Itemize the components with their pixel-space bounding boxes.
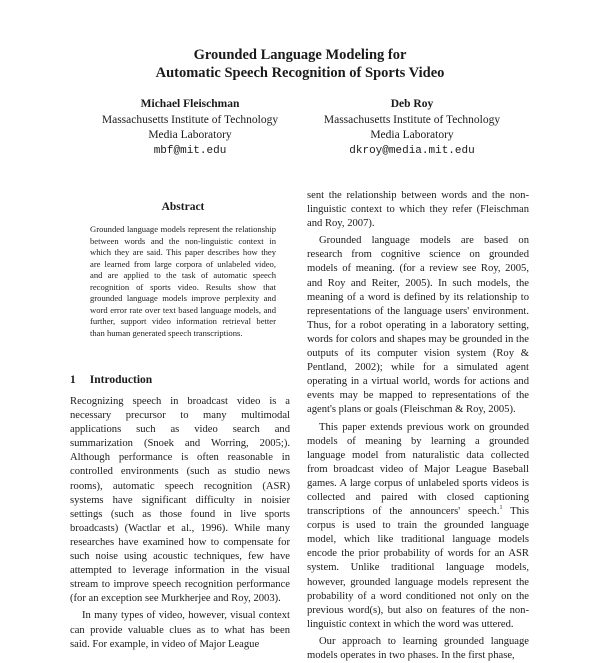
body-paragraph: In many types of video, however, visual context can provide valuable clues as to what has been said. For example, in video of Major League (70, 610, 290, 650)
right-column-body (307, 189, 529, 663)
author-affiliation: Massachusetts Institute of Technology (323, 113, 501, 126)
abstract-paragraph: Grounded language models represent the relationship between words and the non-linguistic context in which they are said. This paper describes how they are learned from large corpora of unlabeled video, and are applied to the task of automatic speech recognition of sports video. Results show that grounded language models improve perplexity and word error rate over text based language models, and further, support video information retrieval better than human generated speech transcriptions. (90, 224, 276, 338)
author-email: dkroy@media.mit.edu (349, 144, 475, 157)
body-text: This corpus is used to train the grounded language model, which like traditional language models encode the prior probability of words for an ASR system. Unlike traditional language models, however, grounded language models represent the probability of a word conditioned not only on the previous word(s), but also on features of the non-linguistic context in which the word was uttered. (307, 506, 529, 630)
abstract-text (90, 224, 276, 339)
section-title: Introduction (89, 374, 153, 386)
author-name: Michael Fleischman (140, 98, 240, 110)
paper-title (0, 46, 600, 82)
footnote-marker: 1 (499, 505, 503, 512)
body-paragraph: Our approach to learning grounded language models operates in two phases. In the first phase, (307, 635, 529, 661)
section-heading-introduction (70, 374, 152, 386)
title-line-1: Grounded Language Modeling for (193, 47, 407, 63)
abstract-heading: Abstract (161, 201, 205, 213)
body-paragraph: Grounded language models are based on research from cognitive science on grounded models of meaning. (for a review see Roy, 2005, and Roy and Reiter, 2005). In such models, the meaning of a word is defined by its relationship to representations of the language users' environment. Thus, for a robot operating in a laboratory setting, words for colors and shapes may be grounded in the outputs of its computer vision system (Roy & Pentland, 2002); while for a simulated agent operating in a virtual world, words for actions and events may be mapped to representations of the agent's plans or goals (Fleischman & Roy, 2005). (307, 235, 529, 416)
body-paragraph: sent the relationship between words and the non-linguistic context to which they refer (Fleischman and Roy, 2007). (307, 190, 529, 230)
author-block-roy (312, 97, 512, 159)
section-number: 1 (70, 374, 76, 386)
author-name: Deb Roy (390, 98, 434, 110)
body-paragraph: Recognizing speech in broadcast video is a necessary precursor to many multimodal applications such as video search and summarization (Snoek and Worring, 2005;). Although performance is often reasonable in controlled environments (such as studio news rooms), automatic speech recognition (ASR) systems have significant difficulty in noisier settings (such as those found in live sports broadcasts) (Wactlar et al., 1996). While many researches have examined how to compensate for such noise using acoustic techniques, few have attempted to leverage information in the visual stream to improve speech recognition performance (for an exception see Murkherjee and Roy, 2003). (70, 396, 290, 605)
author-department: Media Laboratory (370, 129, 454, 141)
left-column-body (70, 395, 290, 652)
body-text: This paper extends previous work on grounded models of meaning by learning a grounded language model from naturalistic data collected from broadcast video of Major League Baseball games. A large corpus of unlabeled sports videos is collected and paired with closed captioning transcriptions of the announcers' speech. (307, 421, 529, 518)
author-affiliation: Massachusetts Institute of Technology (101, 113, 279, 126)
author-block-fleischman (90, 97, 290, 159)
author-department: Media Laboratory (148, 129, 232, 141)
body-paragraph (307, 421, 529, 632)
title-line-2: Automatic Speech Recognition of Sports Video (155, 65, 445, 81)
author-email: mbf@mit.edu (153, 144, 227, 157)
